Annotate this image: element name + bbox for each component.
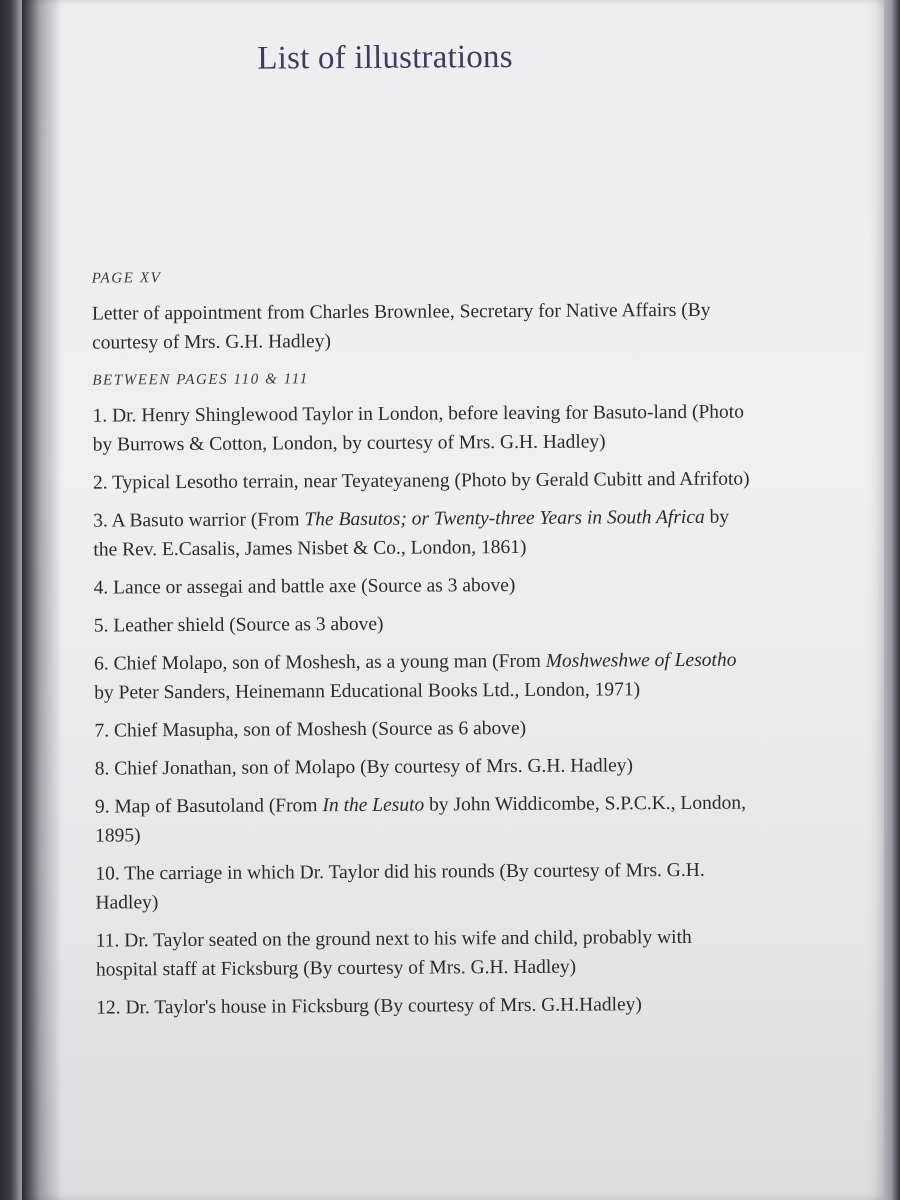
page-content [22, 0, 891, 1200]
item-text: by Peter Sanders, Heinemann Educational Books Ltd., London, 1971) [94, 679, 641, 704]
item-text: 11. Dr. Taylor seated on the ground next to his wife and child, probably with hospital staff at Ficksburg (By courtesy of Mrs. G.H. Hadley) [95, 926, 692, 981]
list-item-9 [95, 789, 755, 851]
item-text: 4. Lance or assegai and battle axe (Source as 3 above) [93, 574, 516, 599]
book-page [22, 0, 884, 1200]
item-text: 8. Chief Jonathan, son of Molapo (By courtesy of Mrs. G.H. Hadley) [94, 755, 634, 780]
item-text: 3. A Basuto warrior (From [93, 509, 305, 532]
item-text: 10. The carriage in which Dr. Taylor did his rounds (By courtesy of Mrs. G.H. Hadley) [95, 859, 705, 914]
section-heading-between-pages: BETWEEN PAGES 110 & 111 [92, 371, 309, 389]
item-text: 12. Dr. Taylor's house in Ficksburg (By courtesy of Mrs. G.H.Hadley) [96, 994, 642, 1019]
item-text: 7. Chief Masupha, son of Moshesh (Source as 6 above) [94, 717, 527, 742]
item-text: 6. Chief Molapo, son of Moshesh, as a young man (From [93, 650, 546, 675]
illustration-list [92, 261, 757, 1032]
list-item-8 [95, 751, 755, 784]
list-item-3 [93, 503, 753, 565]
list-item-11 [96, 923, 756, 985]
item-book-title: In the Lesuto [322, 794, 425, 817]
list-item-6 [94, 646, 754, 708]
item-book-title: Moshweshwe of Lesotho [545, 649, 737, 672]
item-text: 2. Typical Lesotho terrain, near Teyateyaneng (Photo by Gerald Cubitt and Afrifoto) [92, 468, 750, 494]
item-book-title: The Basutos; or Twenty-three Years in South Africa [304, 506, 705, 531]
item-text: by John Widdicombe, S.P.C.K., London, 1895) [95, 792, 746, 847]
list-item-2 [93, 465, 753, 498]
list-item-10 [95, 856, 755, 918]
section-heading-page-xv: PAGE XV [91, 270, 162, 287]
item-text: Letter of appointment from Charles Brownlee, Secretary for Native Affairs (By courtesy of Mrs. G.H. Hadley) [91, 299, 711, 354]
item-text: 5. Leather shield (Source as 3 above) [93, 613, 384, 637]
list-item-1 [92, 398, 752, 460]
list-item-letter [92, 296, 752, 358]
item-text: by the Rev. E.Casalis, James Nisbet & Co., London, 1861) [93, 506, 730, 561]
list-item-5 [94, 608, 754, 641]
item-text: 9. Map of Basutoland (From [94, 795, 323, 818]
page-title: List of illustrations [257, 39, 513, 77]
list-item-4 [94, 570, 754, 603]
item-text: 1. Dr. Henry Shinglewood Taylor in London, before leaving for Basuto-land (Photo by Burrows & Cotton, London, by courtesy of Mrs. G.H. Hadley) [92, 401, 745, 456]
list-item-12 [96, 990, 756, 1023]
list-item-7 [94, 713, 754, 746]
